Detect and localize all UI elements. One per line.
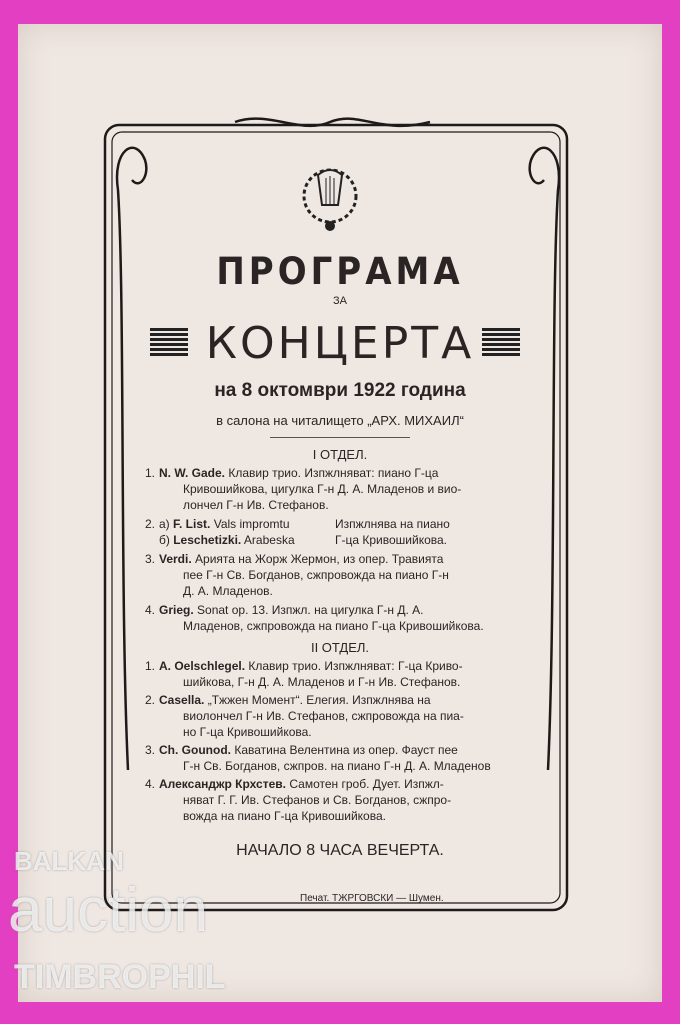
- composer: Verdi.: [159, 552, 192, 566]
- composer: Leschetizki.: [173, 533, 242, 547]
- work: Vals impromtu: [213, 517, 290, 531]
- item-text: шийкова, Г-н Д. А. Младенов и Г-н Ив. Стефанов.: [183, 675, 461, 689]
- concert-date: на 8 октомври 1922 година: [214, 380, 466, 401]
- concert-title: КОНЦЕРТА: [205, 318, 475, 369]
- program-item: [145, 465, 505, 513]
- start-time: НАЧАЛО 8 ЧАСА ВЕЧЕРТА.: [236, 842, 444, 859]
- sub-label: а): [159, 517, 170, 531]
- item-number: 4.: [145, 777, 156, 791]
- item-text: Младенов, сжпровожда на пиано Г-ца Кривошийкова.: [183, 619, 484, 633]
- composer: Александжр Крхстев.: [159, 777, 286, 791]
- printer-credit: Печат. ТЖРГОВСКИ — Шумен.: [300, 893, 444, 904]
- title-conjunction: ЗА: [333, 295, 347, 307]
- program-item: [145, 516, 505, 548]
- performer-text: Г-ца Кривошийкова.: [335, 533, 447, 547]
- composer: Ch. Gounod.: [159, 743, 231, 757]
- item-number: 3.: [145, 552, 156, 566]
- item-text: Клавир трио. Изпжлняват: пиано Г-ца: [228, 466, 439, 480]
- program-item: [145, 658, 505, 690]
- decorative-bars-right: [482, 328, 520, 358]
- item-text: Sonat op. 13. Изпжл. на цигулка Г-н Д. А.: [197, 603, 424, 617]
- item-number: 1.: [145, 659, 156, 673]
- part2-heading: II ОТДЕЛ.: [310, 640, 370, 655]
- composer: Casella.: [159, 693, 205, 707]
- item-text: но Г-ца Кривошийкова.: [183, 725, 312, 739]
- item-text: пее Г-н Св. Богданов, сжпровожда на пиано Г-н: [183, 568, 449, 582]
- item-number: 2.: [145, 517, 156, 531]
- item-number: 1.: [145, 466, 156, 480]
- item-text: „Тжжен Момент“. Елегия. Изпжлнява на: [207, 693, 431, 707]
- composer: N. W. Gade.: [159, 466, 226, 480]
- program-title: ПРОГРАМА: [216, 250, 464, 294]
- program-item: [145, 602, 505, 634]
- watermark-balkan: BALKAN: [14, 846, 124, 876]
- work: Arabeska: [243, 533, 295, 547]
- performer-text: Изпжлнява на пиано: [335, 517, 450, 531]
- concert-venue: в салона на читалището „АРХ. МИХАИЛ“: [216, 413, 464, 428]
- item-text: Кривошийкова, цигулка Г-н Д. А. Младенов и вио-: [183, 482, 462, 496]
- program-item: [145, 776, 505, 824]
- item-text: Клавир трио. Изпжлняват: Г-ца Криво-: [248, 659, 463, 673]
- item-number: 4.: [145, 603, 156, 617]
- program-item: [145, 692, 505, 740]
- item-text: Г-н Св. Богданов, сжпров. на пиано Г-н Д. А. Младенов: [183, 759, 491, 773]
- item-number: 3.: [145, 743, 156, 757]
- item-text: Арията на Жорж Жермон, из опер. Травията: [195, 552, 444, 566]
- divider: [270, 437, 410, 438]
- item-text: виолончел Г-н Ив. Стефанов, сжпровожда на пиа-: [183, 709, 464, 723]
- item-text: Каватина Велентина из опер. Фауст пее: [234, 743, 458, 757]
- sub-label: б): [159, 533, 170, 547]
- item-text: вожда на пиано Г-ца Кривошийкова.: [183, 809, 386, 823]
- watermark-timbrophil: TIMBROPHIL: [14, 958, 226, 996]
- program-item: [145, 551, 505, 599]
- item-text: лончел Г-н Ив. Стефанов.: [183, 498, 329, 512]
- program-item: [145, 742, 505, 774]
- lyre-emblem-icon: [304, 170, 356, 231]
- item-number: 2.: [145, 693, 156, 707]
- part1-heading: I ОТДЕЛ.: [312, 447, 368, 462]
- composer: Grieg.: [159, 603, 194, 617]
- item-text: Д. А. Младенов.: [183, 584, 273, 598]
- composer: A. Oelschlegel.: [159, 659, 246, 673]
- watermark-auction: auction: [8, 876, 208, 945]
- composer: F. List.: [173, 517, 211, 531]
- item-text: няват Г. Г. Ив. Стефанов и Св. Богданов, сжпро-: [183, 793, 452, 807]
- item-text: Самотен гроб. Дует. Изпжл-: [289, 777, 444, 791]
